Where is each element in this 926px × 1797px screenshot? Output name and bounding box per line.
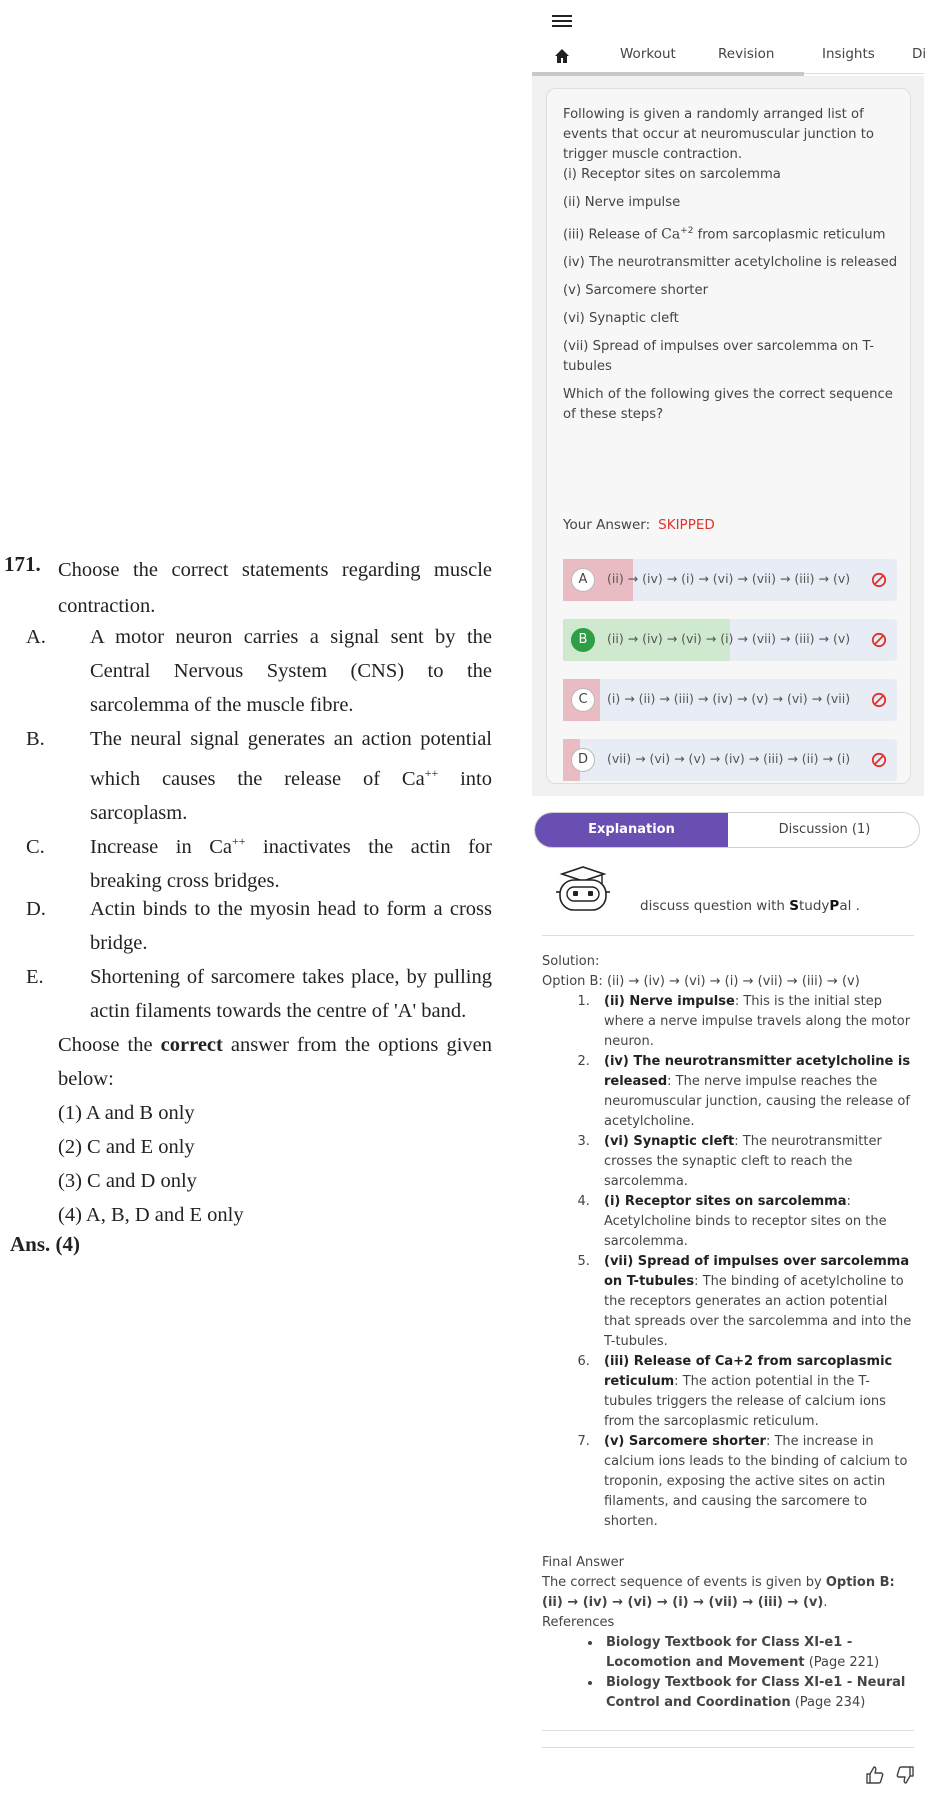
event-item: (v) Sarcomere shorter (563, 283, 709, 299)
final-label: Final Answer (542, 1555, 624, 1570)
reference-page: (Page 221) (804, 1655, 880, 1670)
ban-icon (871, 632, 887, 648)
event-item-pre: (iii) Release of (563, 227, 662, 243)
choice-d[interactable] (563, 739, 897, 781)
step-title: (i) Receptor sites on sarcolemma (604, 1194, 847, 1209)
solution-step (594, 1252, 916, 1352)
statement-label: E. (26, 966, 44, 988)
step-title: (v) Sarcomere shorter (604, 1434, 766, 1449)
reference-item (602, 1633, 916, 1673)
step-text: : The increase in calcium ions leads to the binding of calcium to troponin, exposing the active sites on actin filaments, and causing the sarcomere to shorten. (604, 1434, 908, 1529)
step-text: : The binding of acetylcholine to the receptors generates an action potential that spreads over the sarcolemma and into the T-tubules. (604, 1274, 912, 1349)
final-bold: Option B: (ii) → (iv) → (vi) → (i) → (vii) → (iii) → (v) (542, 1575, 895, 1610)
question-intro: Following is given a randomly arranged list of events that occur at neuromuscular junction to trigger muscle contraction. (563, 107, 874, 162)
studypal-prompt[interactable] (554, 866, 914, 916)
tab-workout[interactable]: Workout (620, 46, 676, 62)
solution-step (594, 1432, 916, 1532)
studypal-al: al . (839, 898, 860, 914)
event-item: (vi) Synaptic cleft (563, 311, 679, 327)
step-text: : This is the initial step where a nerve impulse travels along the motor neuron. (604, 994, 911, 1049)
statement-label: B. (26, 728, 45, 750)
final-post: . (823, 1595, 828, 1610)
final-answer (542, 1553, 916, 1713)
choice-letter: C (571, 688, 595, 712)
tab-insights[interactable]: Insights (822, 46, 875, 62)
home-icon[interactable] (554, 48, 570, 64)
step-title: (vii) Spread of impulses over sarcolemma on T-tubules (604, 1254, 910, 1289)
event-item (563, 221, 899, 245)
statement-text: The neural signal generates an action potential which causes the release of Ca (90, 728, 492, 790)
statement-d (26, 892, 492, 960)
choice-text: (vii) → (vi) → (v) → (iv) → (iii) → (ii) → (i) (607, 751, 851, 766)
statement-text: Increase in Ca (90, 835, 232, 858)
reference-title: Biology Textbook for Class XI-e1 - Locomotion and Movement (606, 1635, 853, 1670)
event-item: (vii) Spread of impulses over sarcolemma on T-tubules (563, 339, 875, 375)
question-card (546, 88, 911, 784)
answer-option-2: (2) C and E only (58, 1136, 195, 1158)
divider (542, 1747, 914, 1748)
studypal-pre: discuss question with (640, 898, 790, 914)
solution-step (594, 1352, 916, 1432)
solution-step (594, 1052, 916, 1132)
ban-icon (871, 752, 887, 768)
your-answer-label: Your Answer: (563, 517, 651, 533)
statement-a (26, 620, 492, 722)
nav-tabs (532, 42, 924, 76)
statement-text: into sarcoplasm. (90, 767, 492, 824)
answer-option-1: (1) A and B only (58, 1102, 195, 1124)
choose-instruction (58, 1028, 492, 1096)
step-text: : The nerve impulse reaches the neuromuscular junction, causing the release of acetylcholine. (604, 1074, 910, 1129)
solution-option: Option B: (ii) → (iv) → (vi) → (i) → (vii) → (iii) → (v) (542, 974, 860, 989)
answer-key: Ans. (4) (10, 1232, 81, 1256)
solution (542, 952, 916, 1532)
statement-e (26, 960, 492, 1028)
superscript: ++ (232, 834, 246, 848)
answer-option-4: (4) A, B, D and E only (58, 1204, 244, 1226)
event-item: (i) Receptor sites on sarcolemma (563, 167, 781, 182)
choose-pre: Choose the (58, 1034, 161, 1056)
statement-text: inactivates the actin for breaking cross bridges. (90, 835, 492, 892)
question-number: 171. (4, 552, 41, 576)
statement-c (26, 824, 492, 898)
your-answer (563, 517, 715, 533)
step-title: (vi) Synaptic cleft (604, 1134, 735, 1149)
step-text: : The action potential in the T-tubules triggers the release of calcium ions from the sarcoplasmic reticulum. (604, 1374, 886, 1429)
reference-item (602, 1673, 916, 1713)
menu-icon[interactable] (552, 12, 572, 30)
superscript: ++ (424, 766, 439, 780)
statement-text: Shortening of sarcomere takes place, by pulling actin filaments towards the centre of 'A' band. (90, 966, 492, 1022)
calcium-symbol: Ca (661, 226, 681, 243)
statement-label: A. (26, 626, 46, 648)
event-item: (ii) Nerve impulse (563, 195, 681, 210)
question-panel (532, 76, 924, 796)
app-panel (532, 0, 924, 1797)
final-text (542, 1573, 916, 1613)
event-item: (iv) The neurotransmitter acetylcholine is released (563, 255, 898, 271)
choice-text: (ii) → (iv) → (vi) → (i) → (vii) → (iii) → (v) (607, 631, 851, 646)
robot-graduate-icon (554, 866, 612, 914)
divider (542, 1730, 914, 1731)
reference-page: (Page 234) (790, 1695, 866, 1710)
choice-letter: A (571, 568, 595, 592)
solution-step (594, 1132, 916, 1192)
choice-b[interactable] (563, 619, 897, 661)
tab-explanation[interactable]: Explanation (535, 813, 728, 847)
studypal-text (640, 898, 860, 914)
step-title: (iii) Release of Ca+2 from sarcoplasmic reticulum (604, 1354, 893, 1389)
choose-post: answer from the options given below: (58, 1034, 492, 1090)
choice-text: (i) → (ii) → (iii) → (iv) → (v) → (vi) → (vii) (607, 691, 851, 706)
reference-title: Biology Textbook for Class XI-e1 - Neural Control and Coordination (606, 1675, 906, 1710)
feedback (864, 1764, 918, 1786)
ban-icon (871, 572, 887, 588)
superscript: +2 (680, 226, 694, 236)
choice-letter: D (571, 748, 595, 772)
studypal-tudy: tudy (798, 898, 830, 914)
step-title: (ii) Nerve impulse (604, 994, 735, 1009)
your-answer-value: SKIPPED (658, 517, 715, 533)
question-stem: Choose the correct statements regarding muscle contraction. (58, 559, 492, 617)
tab-revision[interactable]: Revision (718, 46, 775, 62)
divider (542, 935, 914, 936)
tab-di[interactable]: Di (912, 46, 926, 62)
step-text: : The neurotransmitter crosses the synaptic cleft to reach the sarcolemma. (604, 1134, 882, 1189)
choice-letter: B (571, 628, 595, 652)
tab-discussion[interactable]: Discussion (1) (778, 822, 871, 837)
solution-steps (594, 992, 916, 1532)
choice-c[interactable] (563, 679, 897, 721)
statement-label: D. (26, 898, 46, 920)
explanation-tabs (534, 812, 920, 848)
final-pre: The correct sequence of events is given by (542, 1575, 826, 1590)
solution-step (594, 992, 916, 1052)
studypal-s: S (789, 898, 799, 914)
solution-step (594, 1192, 916, 1252)
solution-label: Solution: (542, 954, 600, 969)
statement-text: Actin binds to the myosin head to form a cross bridge. (90, 898, 492, 954)
choice-text: (ii) → (iv) → (i) → (vi) → (vii) → (iii) → (v) (607, 571, 851, 586)
ban-icon (871, 692, 887, 708)
question-prompt: Which of the following gives the correct sequence of these steps? (563, 387, 893, 423)
thumbs-up-icon[interactable] (864, 1764, 886, 1786)
references-list (602, 1633, 916, 1713)
choice-a[interactable] (563, 559, 897, 601)
studypal-p: P (829, 898, 840, 914)
statement-text: A motor neuron carries a signal sent by the Central Nervous System (CNS) to the sarcolemma of the muscle fibre. (90, 626, 492, 716)
statement-b (26, 722, 492, 830)
choose-bold: correct (160, 1034, 223, 1056)
event-item-post: from sarcoplasmic reticulum (693, 227, 886, 243)
answer-option-3: (3) C and D only (58, 1170, 197, 1192)
step-title: (iv) The neurotransmitter acetylcholine is released (604, 1054, 911, 1089)
statement-label: C. (26, 835, 45, 858)
thumbs-down-icon[interactable] (894, 1764, 916, 1786)
question-text (563, 105, 899, 433)
references-label: References (542, 1615, 615, 1630)
step-text: : Acetylcholine binds to receptor sites on the sarcolemma. (604, 1194, 887, 1249)
